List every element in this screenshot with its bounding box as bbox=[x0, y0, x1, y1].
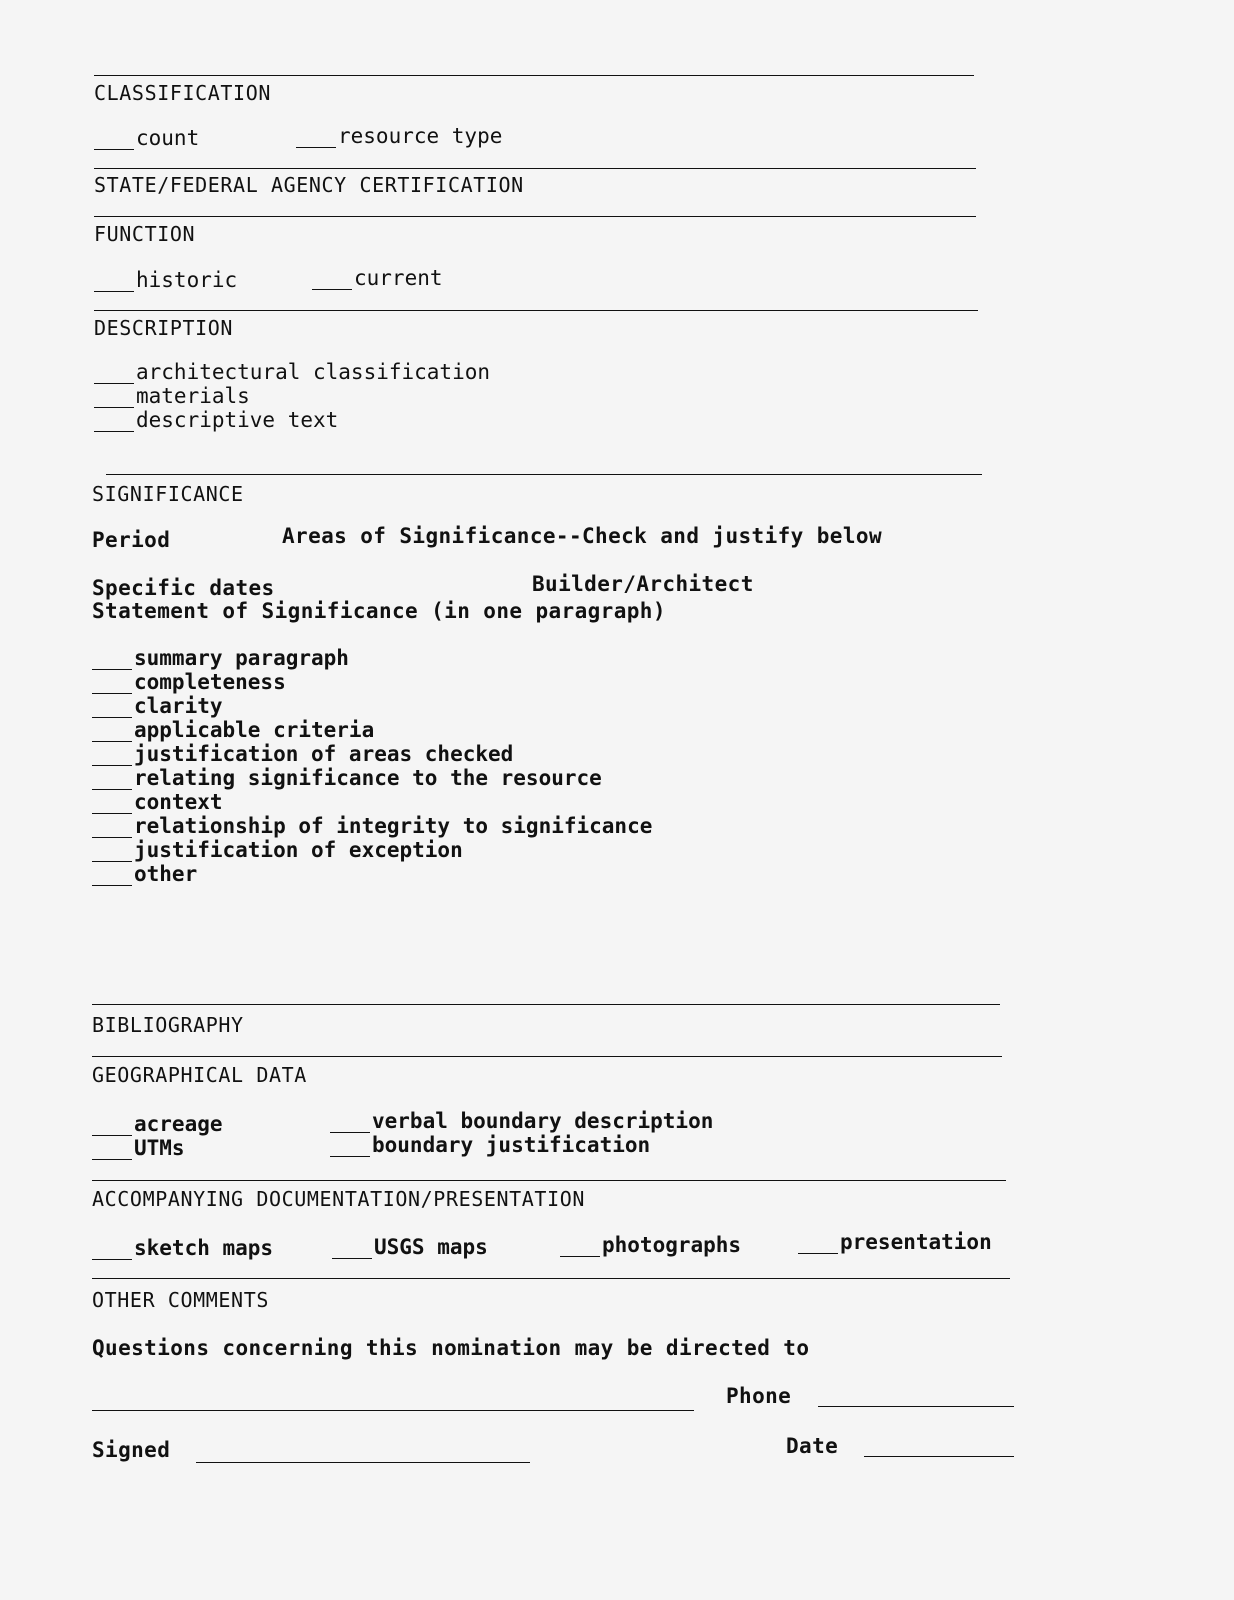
period-label: Period bbox=[92, 528, 171, 552]
check-blank[interactable] bbox=[92, 1115, 132, 1136]
checklist-item-presentation[interactable] bbox=[798, 1230, 992, 1254]
checklist-item[interactable] bbox=[330, 1109, 713, 1133]
description-checklist bbox=[94, 360, 490, 432]
accompanying-heading: ACCOMPANYING DOCUMENTATION/PRESENTATION bbox=[92, 1187, 585, 1211]
signature-field[interactable] bbox=[196, 1462, 530, 1463]
checklist-item-label: context bbox=[134, 790, 223, 814]
check-blank[interactable] bbox=[296, 127, 336, 148]
checklist-item-label: current bbox=[354, 266, 443, 290]
signed-label: Signed bbox=[92, 1438, 171, 1462]
checklist-item[interactable] bbox=[94, 360, 490, 384]
checklist-item-label: relationship of integrity to significance bbox=[134, 814, 653, 838]
section-divider bbox=[92, 1004, 1000, 1005]
checklist-item-count[interactable] bbox=[94, 126, 199, 150]
check-blank[interactable] bbox=[332, 1238, 372, 1259]
checklist-item-label: photographs bbox=[602, 1233, 742, 1257]
section-divider bbox=[94, 310, 978, 311]
certification-heading: STATE/FEDERAL AGENCY CERTIFICATION bbox=[94, 173, 524, 197]
checklist-item[interactable] bbox=[92, 742, 652, 766]
check-blank[interactable] bbox=[94, 387, 134, 408]
checklist-item-label: materials bbox=[136, 384, 250, 408]
checklist-item-label: clarity bbox=[134, 694, 223, 718]
check-blank[interactable] bbox=[330, 1136, 370, 1157]
check-blank[interactable] bbox=[92, 1239, 132, 1260]
phone-field[interactable] bbox=[818, 1406, 1014, 1407]
section-divider bbox=[106, 474, 982, 475]
check-blank[interactable] bbox=[92, 1139, 132, 1160]
check-blank[interactable] bbox=[92, 673, 132, 694]
checklist-item-label: presentation bbox=[840, 1230, 992, 1254]
checklist-item[interactable] bbox=[92, 1112, 223, 1136]
checklist-item[interactable] bbox=[92, 790, 652, 814]
geographical-left-checklist bbox=[92, 1112, 223, 1160]
checklist-item-label: other bbox=[134, 862, 198, 886]
check-blank[interactable] bbox=[798, 1233, 838, 1254]
checklist-item[interactable] bbox=[94, 384, 490, 408]
check-blank[interactable] bbox=[560, 1236, 600, 1257]
date-field[interactable] bbox=[864, 1456, 1014, 1457]
checklist-item-label: justification of areas checked bbox=[134, 742, 514, 766]
check-blank[interactable] bbox=[94, 271, 134, 292]
classification-heading: CLASSIFICATION bbox=[94, 81, 271, 105]
builder-architect-label: Builder/Architect bbox=[532, 572, 754, 596]
checklist-item-label: sketch maps bbox=[134, 1236, 274, 1260]
geographical-right-checklist bbox=[330, 1109, 713, 1157]
section-divider bbox=[92, 1056, 1002, 1057]
checklist-item-label: resource type bbox=[338, 124, 503, 148]
check-blank[interactable] bbox=[92, 841, 132, 862]
significance-heading: SIGNIFICANCE bbox=[92, 482, 244, 506]
checklist-item[interactable] bbox=[92, 670, 652, 694]
checklist-item-label: architectural classification bbox=[136, 360, 491, 384]
checklist-item-label: UTMs bbox=[134, 1136, 185, 1160]
section-divider bbox=[94, 75, 974, 76]
checklist-item[interactable] bbox=[94, 408, 490, 432]
contact-name-field[interactable] bbox=[92, 1410, 694, 1411]
checklist-item-label: completeness bbox=[134, 670, 286, 694]
check-blank[interactable] bbox=[94, 363, 134, 384]
phone-label: Phone bbox=[726, 1384, 792, 1408]
areas-label: Areas of Significance--Check and justify below bbox=[282, 524, 882, 548]
checklist-item-photographs[interactable] bbox=[560, 1233, 741, 1257]
checklist-item-label: descriptive text bbox=[136, 408, 339, 432]
checklist-item-label: justification of exception bbox=[134, 838, 463, 862]
section-divider bbox=[94, 168, 976, 169]
check-blank[interactable] bbox=[92, 745, 132, 766]
checklist-item-label: historic bbox=[136, 268, 238, 292]
checklist-item[interactable] bbox=[92, 862, 652, 886]
checklist-item[interactable] bbox=[92, 646, 652, 670]
other-comments-heading: OTHER COMMENTS bbox=[92, 1288, 269, 1312]
bibliography-heading: BIBLIOGRAPHY bbox=[92, 1013, 244, 1037]
check-blank[interactable] bbox=[92, 865, 132, 886]
checklist-item[interactable] bbox=[92, 1136, 223, 1160]
checklist-item[interactable] bbox=[92, 718, 652, 742]
checklist-item-label: count bbox=[136, 126, 200, 150]
check-blank[interactable] bbox=[92, 769, 132, 790]
description-heading: DESCRIPTION bbox=[94, 316, 234, 340]
checklist-item-usgs-maps[interactable] bbox=[332, 1235, 488, 1259]
checklist-item-label: relating significance to the resource bbox=[134, 766, 602, 790]
checklist-item[interactable] bbox=[330, 1133, 713, 1157]
checklist-item-sketch-maps[interactable] bbox=[92, 1236, 273, 1260]
check-blank[interactable] bbox=[92, 817, 132, 838]
section-divider bbox=[94, 216, 976, 217]
check-blank[interactable] bbox=[92, 697, 132, 718]
checklist-item-label: acreage bbox=[134, 1112, 223, 1136]
geographical-heading: GEOGRAPHICAL DATA bbox=[92, 1063, 307, 1087]
section-divider bbox=[92, 1180, 1006, 1181]
check-blank[interactable] bbox=[92, 649, 132, 670]
checklist-item[interactable] bbox=[92, 694, 652, 718]
section-divider bbox=[92, 1278, 1010, 1279]
checklist-item-label: boundary justification bbox=[372, 1133, 651, 1157]
checklist-item-label: verbal boundary description bbox=[372, 1109, 714, 1133]
checklist-item[interactable] bbox=[92, 838, 652, 862]
checklist-item-label: applicable criteria bbox=[134, 718, 375, 742]
questions-text: Questions concerning this nomination may be directed to bbox=[92, 1336, 810, 1360]
checklist-item-label: USGS maps bbox=[374, 1235, 488, 1259]
function-heading: FUNCTION bbox=[94, 222, 196, 246]
check-blank[interactable] bbox=[330, 1112, 370, 1133]
check-blank[interactable] bbox=[94, 129, 134, 150]
checklist-item-historic[interactable] bbox=[94, 268, 237, 292]
check-blank[interactable] bbox=[312, 269, 352, 290]
checklist-item-label: summary paragraph bbox=[134, 646, 349, 670]
checklist-item[interactable] bbox=[92, 766, 652, 790]
checklist-item[interactable] bbox=[92, 814, 652, 838]
date-label: Date bbox=[786, 1434, 839, 1458]
check-blank[interactable] bbox=[92, 793, 132, 814]
statement-label: Statement of Significance (in one paragraph) bbox=[92, 599, 666, 623]
significance-checklist bbox=[92, 646, 652, 886]
check-blank[interactable] bbox=[92, 721, 132, 742]
checklist-item-resource-type[interactable] bbox=[296, 124, 502, 148]
checklist-item-current[interactable] bbox=[312, 266, 443, 290]
specific-dates-label: Specific dates bbox=[92, 576, 275, 600]
check-blank[interactable] bbox=[94, 411, 134, 432]
